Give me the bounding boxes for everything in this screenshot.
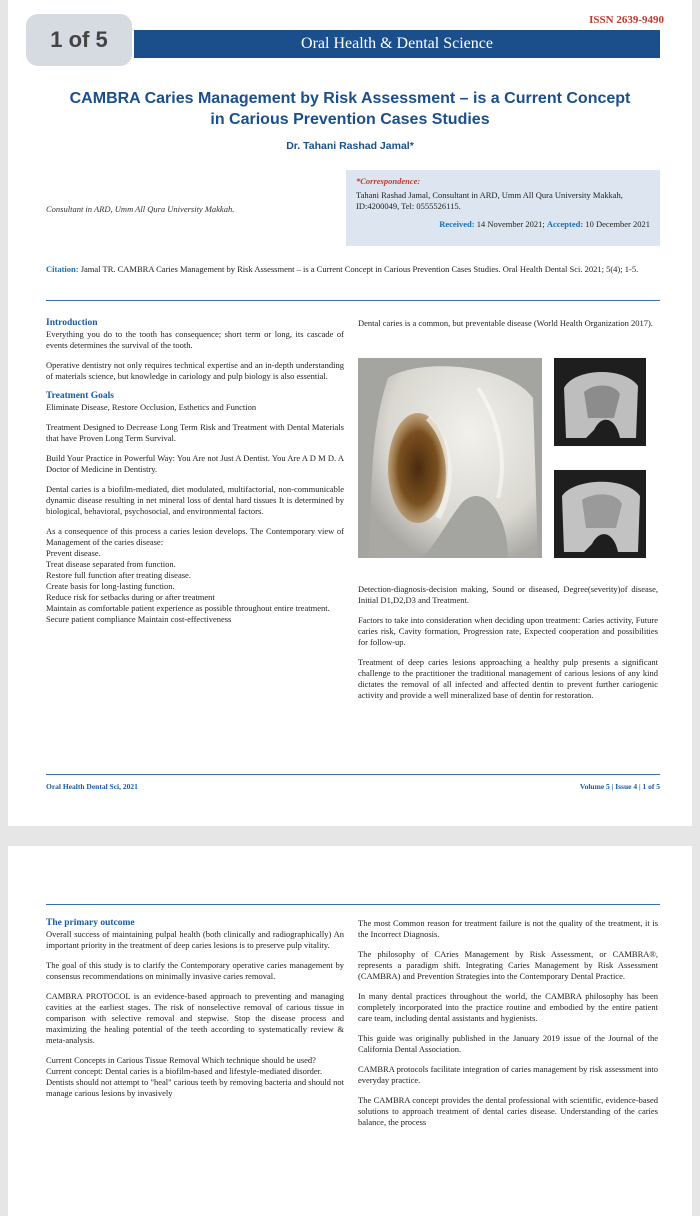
list-item: Reduce risk for setbacks during or after treatment [46, 592, 215, 602]
paragraph: The CAMBRA concept provides the dental professional with scientific, evidence-based solutions to approach treatment of dental caries disease. Understanding of the caries balance, the process [358, 1095, 658, 1127]
paragraph: In many dental practices throughout the world, the CAMBRA philosophy has been completely incorporated into the practice routine and embodied by the entire patient care team, including dental assistants and hygienists. [358, 991, 658, 1023]
paragraph: Operative dentistry not only requires technical expertise and an in-depth understanding of materials science, but knowledge in cariology and pulp biology is also essential. [46, 360, 344, 381]
management-list [46, 548, 344, 625]
paragraph: This guide was originally published in the January 2019 issue of the Journal of the California Dental Association. [358, 1033, 658, 1054]
paragraph: Factors to take into consideration when deciding upon treatment: Caries activity, Future caries risk, Cavity formation, Progression rate, Expected cooperation and possibilities for follow-up. [358, 615, 658, 647]
citation: Citation: Jamal TR. CAMBRA Caries Management by Risk Assessment – is a Current Concept in Carious Prevention Cases Studies. Oral Health Dental Sci. 2021; 5(4); 1-5. [46, 264, 639, 274]
paragraph: CAMBRA protocols facilitate integration of caries management by risk assessment into everyday practice. [358, 1064, 658, 1085]
journal-title-bar: Oral Health & Dental Science [134, 30, 660, 58]
paragraph: Eliminate Disease, Restore Occlusion, Esthetics and Function [46, 402, 257, 412]
author: Dr. Tahani Rashad Jamal* [286, 140, 414, 152]
xray-image-bottom [554, 470, 646, 558]
paragraph: Current concept: Dental caries is a biofilm-based and lifestyle-mediated disorder. [46, 1066, 323, 1076]
primary-outcome-heading: The primary outcome [46, 918, 135, 928]
list-item: Treat disease separated from function. [46, 559, 176, 569]
page-indicator: 1 of 5 [26, 14, 132, 66]
correspondence-box [346, 170, 660, 246]
tooth-section-photo [358, 358, 542, 558]
paragraph: The most Common reason for treatment failure is not the quality of the treatment, it is the Incorrect Diagnosis. [358, 918, 658, 939]
page1-left-column [46, 318, 344, 625]
paragraph: The goal of this study is to clarify the Contemporary operative caries management by consensus recommendations on minimally invasive caries removal. [46, 960, 344, 981]
paragraph: Dental caries is a common, but preventable disease (World Health Organization 2017). [358, 318, 653, 328]
affiliation: Consultant in ARD, Umm All Qura University Makkah. [46, 204, 235, 214]
section-divider [46, 300, 660, 301]
paragraph: As a consequence of this process a caries lesion develops. The Contemporary view of Management of the caries disease: [46, 526, 344, 547]
document-page-2 [8, 846, 692, 1216]
paragraph: Detection-diagnosis-decision making, Sound or diseased, Degree(severity)of disease, Initial D1,D2,D3 and Treatment. [358, 584, 658, 605]
document-page-1 [8, 0, 692, 826]
paragraph: Current Concepts in Carious Tissue Removal Which technique should be used? [46, 1055, 316, 1065]
page2-right-column [358, 918, 658, 1137]
footer-journal: Oral Health Dental Sci, 2021 [46, 782, 138, 791]
issn: ISSN 2639-9490 [589, 14, 664, 26]
paragraph: Treatment of deep caries lesions approaching a healthy pulp presents a significant challenge to the practitioner the traditional management of carious lesions of any kind dictates the removal of all infected and affected dentin to prevent further cariogenic activity and provide a well mineralized base of dentin for restoration. [358, 657, 658, 700]
paragraph: Overall success of maintaining pulpal health (both clinically and radiographically) An important priority in the treatment of deep caries lesions is to preserve pulp vitality. [46, 929, 344, 950]
tooth-figure [358, 358, 658, 558]
correspondence-text: Tahani Rashad Jamal, Consultant in ARD, Umm All Qura University Makkah, ID:4200049, Tel: 0555526115. [356, 190, 623, 211]
page1-right-column-bottom [358, 584, 658, 710]
paragraph: Dentists should not attempt to "heal" carious teeth by removing bacteria and should not manage carious lesions by invasively [46, 1077, 344, 1098]
goals-heading: Treatment Goals [46, 391, 114, 401]
article-title: CAMBRA Caries Management by Risk Assessment – is a Current Concept in Carious Prevention Cases Studies [69, 90, 631, 128]
footer-divider [46, 774, 660, 775]
paragraph: Everything you do to the tooth has consequence; short term or long, its cascade of events determines the survival of the tooth. [46, 329, 344, 350]
page2-left-column [46, 918, 344, 1099]
paragraph: Build Your Practice in Powerful Way: You Are not Just A Dentist. You Are A D M D. A Doctor of Medicine in Dentistry. [46, 453, 344, 474]
paragraph: Treatment Designed to Decrease Long Term Risk and Treatment with Dental Materials that have Proven Long Term Survival. [46, 422, 344, 443]
list-item: Restore full function after treating disease. [46, 570, 191, 580]
list-item: Secure patient compliance Maintain cost-effectiveness [46, 614, 232, 624]
footer-volume: Volume 5 | Issue 4 | 1 of 5 [579, 782, 660, 791]
intro-heading: Introduction [46, 318, 98, 328]
list-item: Create basis for long-lasting function. [46, 581, 175, 591]
xray-image-top [554, 358, 646, 446]
correspondence-heading: *Correspondence: [356, 176, 421, 186]
list-item: Prevent disease. [46, 548, 101, 558]
list-item: Maintain as comfortable patient experience as possible throughout entire treatment. [46, 603, 330, 613]
correspondence-dates: Received: 14 November 2021; Accepted: 10 December 2021 [439, 219, 650, 229]
section-divider [46, 904, 660, 905]
page-footer [46, 782, 660, 791]
paragraph: Dental caries is a biofilm-mediated, diet modulated, multifactorial, non-communicable dynamic disease resulting in net mineral loss of dental hard tissues It is determined by biological, behavioral, psychosocial, and environmental factors. [46, 484, 344, 516]
paragraph: CAMBRA PROTOCOL is an evidence-based approach to preventing and managing cavities at the earliest stages. The risk of nonselective removal of carious tissue in comparison with selective removal and stepwise. Stop the disease process and maximizing the healing potential of the teeth according to systematically review & meta-analysis. [46, 991, 344, 1045]
paragraph: The philosophy of CAries Management by Risk Assessment, or CAMBRA®, represents a paradigm shift. Integrating Caries Management by Risk Assessment (CAMBRA) and Prevention Strategies into the Contemporary Dental Practice. [358, 949, 658, 981]
page1-right-column-top [358, 318, 658, 338]
